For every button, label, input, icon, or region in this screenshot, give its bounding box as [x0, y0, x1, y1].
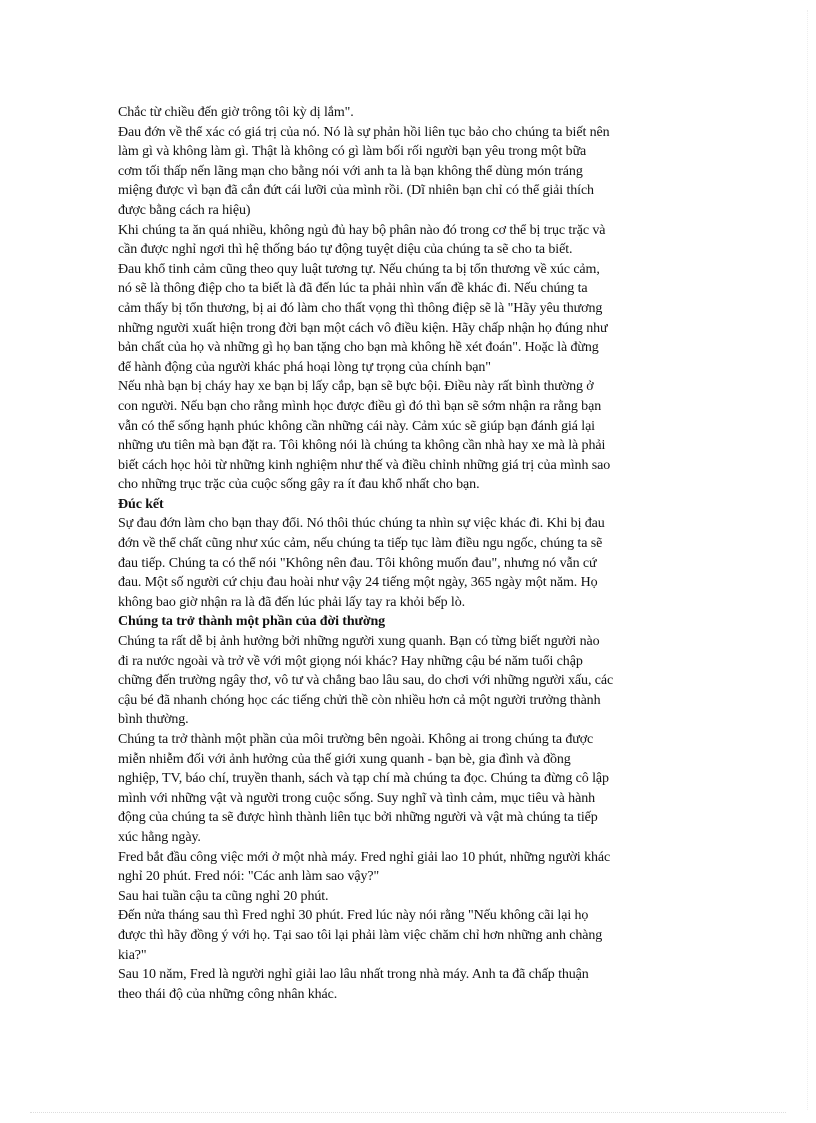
paragraph: Chắc từ chiều đến giờ trông tôi kỳ dị lắm".: [118, 105, 354, 120]
page-bottom-edge: [30, 1112, 786, 1113]
paragraph: Đến nửa tháng sau thì Fred nghỉ 30 phút. Fred lúc này nói rằng "Nếu không cãi lại họ được thì hãy đồng ý với họ. Tại sao tôi lại phải làm việc chăm chỉ hơn những anh chàng kia?": [118, 908, 603, 963]
paragraph: Sau 10 năm, Fred là người nghỉ giải lao lâu nhất trong nhà máy. Anh ta đã chấp thuận theo thái độ của những công nhân khác.: [118, 967, 589, 1002]
paragraph: Khi chúng ta ăn quá nhiều, không ngủ đủ hay bộ phân nào đó trong cơ thể bị trục trặc và cần được nghỉ ngơi thì hệ thống báo tự động tuyệt diệu của chúng ta sẽ cho ta biết.: [118, 222, 606, 258]
paragraph: Sau hai tuần cậu ta cũng nghỉ 20 phút.: [118, 888, 329, 904]
paragraph: Đau khổ tinh cảm cũng theo quy luật tương tự. Nếu chúng ta bị tổn thương về xúc cảm, nó sẽ là thông điệp cho ta biết là đã đến lúc ta phải nhìn vấn đề khác đi. Nếu chúng ta cảm thấy bị tổn thương, bị ai đó làm cho thất vọng thì thông điệp sẽ là "Hãy yêu thương những người xuất hiện trong đời bạn một cách vô điều kiện. Hãy chấp nhận họ đúng như bản chất của họ và những gì họ ban tặng cho bạn mà không hề xét đoán". Hoặc là đừng để hành động của người khác phá hoại lòng tự trọng của chính bạn": [118, 261, 608, 375]
paragraph: Sự đau đớn làm cho bạn thay đổi. Nó thôi thúc chúng ta nhìn sự việc khác đi. Khi bị đau đớn về thể chất cũng như xúc cảm, nếu chúng ta tiếp tục làm điều ngu ngốc, chúng ta sẽ đau tiếp. Chúng ta có thể nói "Không nên đau. Tôi không muốn đau", nhưng nó vẫn cứ đau. Một số người cứ chịu đau hoài như vậy 24 tiếng một ngày, 365 ngày một năm. Họ không bao giờ nhận ra là đã đến lúc phải lấy tay ra khỏi bếp lò.: [118, 516, 605, 610]
page-right-edge: [807, 10, 808, 1110]
paragraph: Fred bắt đầu công việc mới ở một nhà máy. Fred nghỉ giải lao 10 phút, những người khác nghỉ 20 phút. Fred nói: "Các anh làm sao vậy?": [118, 849, 611, 885]
paragraph: Chúng ta rất dễ bị ảnh hưởng bởi những người xung quanh. Bạn có từng biết người nào đi ra nước ngoài và trở về với một giọng nói khác? Hay những cậu bé năm tuổi chập chững đến trường ngây thơ, vô tư và chẳng bao lâu sau, do chơi với những người xấu, các cậu bé đã nhanh chóng học các tiếng chửi thề còn nhiều hơn cả một người trưởng thành bình thường.: [118, 634, 614, 728]
paragraph: Nếu nhà bạn bị cháy hay xe bạn bị lấy cắp, bạn sẽ bực bội. Điều này rất bình thường ở con người. Nếu bạn cho rằng mình học được điều gì đó thì bạn sẽ sớm nhận ra rằng bạn vẫn có thể sống hạnh phúc không cần những cái này. Cảm xúc sẽ giúp bạn đánh giá lại những ưu tiên mà bạn đặt ra. Tôi không nói là chúng ta không cần nhà hay xe mà là phải biết cách học hỏi từ những kinh nghiệm như thế và điều chỉnh những giá trị của mình sao cho những trục trặc của cuộc sống gây ra ít đau khổ nhất cho bạn.: [118, 379, 611, 493]
paragraph: Đau đớn về thể xác có giá trị của nó. Nó là sự phản hồi liên tục bảo cho chúng ta biết nên làm gì và không làm gì. Thật là không có gì làm bối rối người bạn yêu trong một bữa cơm tối thấp nến lãng mạn cho bằng nói với anh ta là bạn không thể dùng món tráng miệng được vì bạn đã cắn đứt cái lưỡi của mình rồi. (Dĩ nhiên bạn chỉ có thể giải thích được bằng cách ra hiệu): [118, 124, 610, 218]
section-heading: Chúng ta trở thành một phần của đời thường: [118, 614, 386, 630]
document-body: [118, 103, 698, 1004]
section-heading: Đúc kết: [118, 496, 164, 512]
paragraph: Chúng ta trở thành một phần của môi trường bên ngoài. Không ai trong chúng ta được miễn nhiễm đối với ảnh hưởng của thế giới xung quanh - bạn bè, gia đình và đồng nghiệp, TV, báo chí, truyền thanh, sách và tạp chí mà chúng ta đọc. Chúng ta đừng cô lập mình với những vật và người trong cuộc sống. Suy nghĩ và tình cảm, mục tiêu và hành động của chúng ta sẽ được hình thành liên tục bởi những người và vật mà chúng ta tiếp xúc hằng ngày.: [118, 732, 609, 845]
